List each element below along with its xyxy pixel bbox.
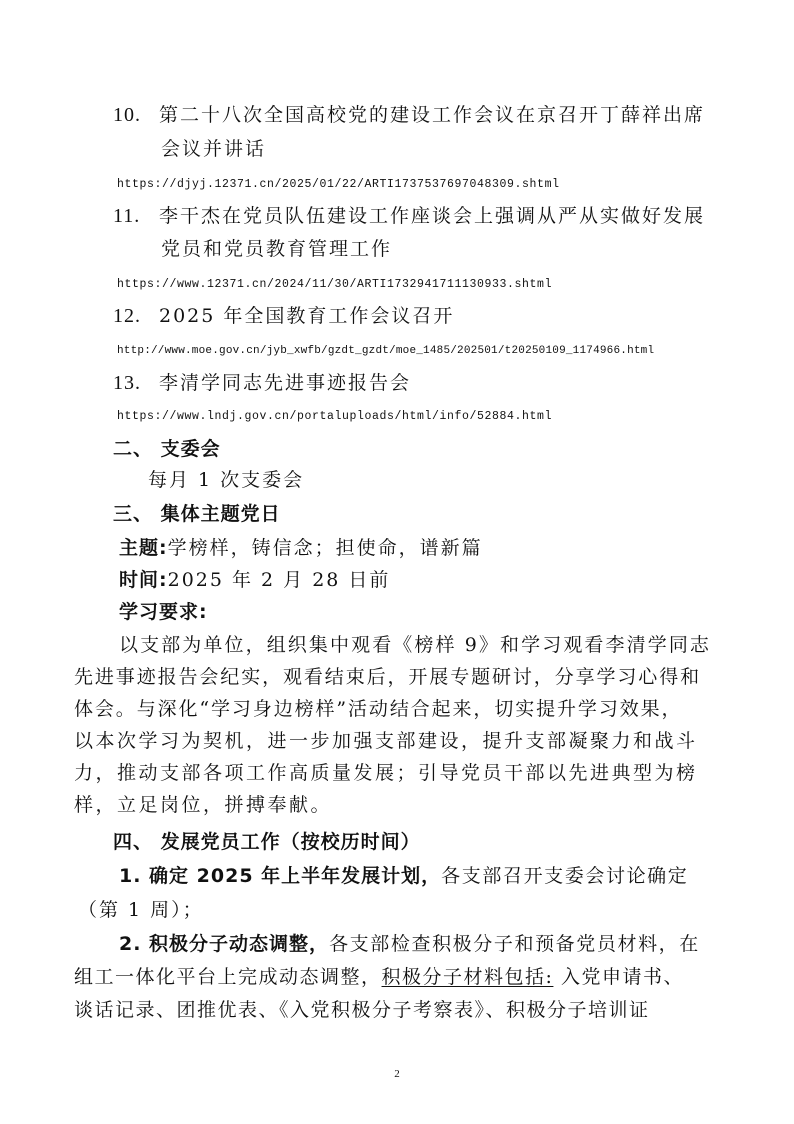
reference-url[interactable]: https://djyj.12371.cn/2025/01/22/ARTI1737537697048309.shtml [117, 178, 560, 191]
paragraph-line: 体会。与深化“学习身边榜样”活动结合起来，切实提升学习效果， [74, 698, 683, 720]
paragraph: 每月 1 次支委会 [148, 469, 305, 491]
item-text: 入党申请书、 [553, 966, 684, 988]
list-item-title: 第二十八次全国高校党的建设工作会议在京召开丁薛祥出席 [159, 104, 706, 126]
theme-line [119, 536, 483, 560]
list-item-13 [113, 371, 411, 395]
theme-value: 学榜样，铸信念；担使命，谱新篇 [167, 537, 483, 559]
paragraph-line: 先进事迹报告会纪实，观看结束后，开展专题研讨，分享学习心得和 [74, 666, 702, 688]
paragraph-line: 以本次学习为契机，进一步加强支部建设，提升支部凝聚力和战斗 [74, 730, 698, 752]
underlined-text: 积极分子材料包括: [381, 966, 554, 988]
list-item-12 [113, 304, 454, 328]
list-item-number: 12. [113, 305, 141, 327]
time-line [119, 568, 390, 592]
list-item-number: 10. [113, 104, 141, 126]
paragraph-line: 样，立足岗位，拼搏奉献。 [74, 794, 333, 816]
list-item-11 [113, 204, 705, 228]
item-text-continued: （第 1 周）； [78, 899, 204, 921]
reference-url[interactable]: https://www.lndj.gov.cn/portaluploads/html/info/52884.html [117, 410, 553, 423]
section-heading: 三、 集体主题党日 [113, 503, 281, 525]
requirements-label: 学习要求: [119, 601, 208, 623]
item-text: 各支部召开支委会讨论确定 [441, 865, 689, 887]
list-item-title: 李清学同志先进事迹报告会 [159, 372, 412, 394]
item-text-continued: 谈话记录、团推优表、《入党积极分子考察表》、积极分子培训证 [74, 999, 650, 1021]
list-item-number: 11. [113, 205, 141, 227]
item-text: 各支部检查积极分子和预备党员材料，在 [329, 933, 700, 955]
item-text: 组工一体化平台上完成动态调整， [74, 966, 382, 988]
time-value: 2025 年 2 月 28 日前 [167, 569, 391, 591]
section-heading: 四、 发展党员工作（按校历时间） [113, 831, 421, 853]
list-item [119, 932, 700, 956]
list-item-title-continued: 会议并讲话 [161, 138, 267, 160]
paragraph-line: 以支部为单位，组织集中观看《榜样 9》和学习观看李清学同志 [119, 634, 712, 656]
paragraph-line: 力，推动支部各项工作高质量发展；引导党员干部以先进典型为榜 [74, 762, 698, 784]
list-item-title: 2025 年全国教育工作会议召开 [159, 305, 455, 327]
page-number: 2 [394, 1068, 400, 1080]
theme-label: 主题: [119, 537, 168, 559]
item-text-continued [74, 965, 684, 989]
time-label: 时间: [119, 569, 168, 591]
reference-url[interactable]: https://www.12371.cn/2024/11/30/ARTI1732941711130933.shtml [117, 278, 553, 291]
list-item [119, 864, 688, 888]
list-item-10 [113, 103, 705, 127]
list-item-title-continued: 党员和党员教育管理工作 [161, 238, 393, 260]
reference-url[interactable]: http://www.moe.gov.cn/jyb_xwfb/gzdt_gzdt/moe_1485/202501/t20250109_1174966.html [117, 345, 655, 357]
list-item-number: 13. [113, 372, 141, 394]
item-bold-lead: 2. 积极分子动态调整， [119, 933, 330, 955]
item-bold-lead: 1. 确定 2025 年上半年发展计划， [119, 865, 442, 887]
list-item-title: 李干杰在党员队伍建设工作座谈会上强调从严从实做好发展 [159, 205, 706, 227]
section-heading: 二、 支委会 [113, 438, 221, 460]
